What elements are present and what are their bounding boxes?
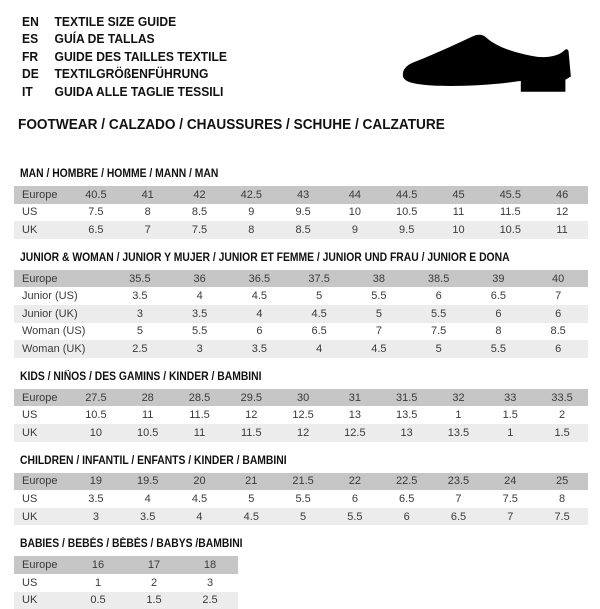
size-cell: 5 [316, 290, 323, 303]
table-row [14, 323, 588, 341]
size-cell: 5 [435, 342, 442, 355]
size-cell: 10.5 [136, 426, 159, 439]
size-cell: 7 [507, 510, 514, 523]
size-cell: 13 [400, 426, 413, 439]
language-row-en [22, 13, 560, 30]
row-label: US [22, 409, 38, 422]
size-cell: 38 [372, 272, 385, 285]
table-row [14, 186, 588, 204]
size-cell: 22.5 [395, 475, 418, 488]
size-cell: 3 [136, 307, 143, 320]
size-cell: 2.5 [202, 594, 218, 607]
size-cell: 13.5 [395, 409, 418, 422]
size-cell: 11.5 [240, 426, 262, 439]
size-cell: 3.5 [88, 492, 104, 505]
size-cell: 39 [492, 272, 505, 285]
size-cell: 5.5 [371, 290, 387, 303]
size-cell: 44.5 [395, 188, 418, 201]
dress-shoe-icon [398, 33, 574, 95]
size-cell: 4.5 [371, 342, 387, 355]
size-cell: 5.5 [430, 307, 447, 320]
size-cell: 13 [348, 409, 361, 422]
size-cell: 30 [296, 391, 310, 404]
language-text: TEXTILE SIZE GUIDE [54, 14, 177, 29]
size-cell: 12.5 [292, 409, 314, 422]
size-cell: 45.5 [499, 188, 521, 201]
size-cell: 7.5 [88, 206, 104, 219]
size-cell: 0.5 [90, 594, 106, 607]
size-cell: 21 [245, 475, 258, 488]
size-cell: 8.5 [191, 206, 208, 219]
size-cell: 6 [435, 290, 442, 303]
size-cell: 8 [144, 206, 151, 219]
size-cell: 10 [348, 206, 361, 219]
size-cell: 11.5 [499, 206, 521, 219]
size-cell: 43 [296, 188, 310, 201]
size-cell: 28.5 [188, 391, 211, 404]
size-cell: 6.5 [311, 325, 327, 338]
size-table-title: KIDS / NIÑOS / DES GAMINS / KINDER / BAMBINI [20, 370, 262, 383]
size-table-title: MAN / HOMBRE / HOMME / MANN / MAN [20, 168, 219, 181]
size-cell: 8.5 [550, 325, 566, 338]
size-cell: 11.5 [189, 409, 210, 422]
size-cell: 13.5 [447, 426, 470, 439]
size-cell: 6 [351, 492, 358, 505]
size-cell: 4.5 [243, 510, 259, 523]
size-cell: 7.5 [554, 510, 570, 523]
language-text: GUIDA ALLE TAGLIE TESSILI [54, 83, 224, 99]
size-cell: 3 [92, 510, 99, 523]
size-cell: 10.5 [395, 206, 418, 219]
size-cell: 41 [141, 188, 154, 201]
size-table [14, 389, 588, 442]
size-cell: 7.5 [502, 492, 518, 505]
category-heading: FOOTWEAR / CALZADO / CHAUSSURES / SCHUHE / CALZATURE [18, 117, 445, 134]
size-cell: 5.5 [347, 510, 363, 523]
size-cell: 22 [348, 475, 361, 488]
table-row [14, 508, 588, 526]
size-cell: 7 [455, 492, 462, 505]
table-row [14, 389, 588, 407]
size-cell: 32 [452, 391, 465, 404]
size-cell: 42 [193, 188, 206, 201]
size-table-title: CHILDREN / INFANTIL / ENFANTS / KINDER / BAMBINI [20, 454, 287, 467]
size-cell: 4 [144, 492, 151, 505]
size-cell: 20 [193, 475, 206, 488]
row-label: Europe [22, 272, 58, 285]
size-cell: 1 [94, 576, 102, 589]
size-cell: 6.5 [450, 510, 467, 523]
size-cell: 10 [89, 426, 103, 439]
size-table-title: BABIES / BEBÉS / BÉBÉS / BABYS /BAMBINI [20, 538, 243, 551]
size-table-section [14, 168, 600, 239]
size-cell: 24 [504, 475, 517, 488]
size-table-section [14, 252, 600, 358]
size-cell: 4 [316, 342, 323, 355]
size-cell: 1.5 [146, 594, 162, 607]
size-cell: 2.5 [132, 342, 148, 355]
table-row [14, 490, 588, 508]
language-code: DE [22, 66, 39, 82]
row-label: US [22, 206, 38, 219]
row-label: Woman (US) [22, 325, 86, 338]
row-label: UK [22, 510, 38, 523]
table-row [14, 305, 588, 323]
size-cell: 5 [300, 510, 307, 523]
size-cell: 38.5 [427, 272, 450, 285]
size-cell: 5 [248, 492, 255, 505]
size-cell: 1 [455, 409, 462, 422]
size-cell: 8.5 [295, 224, 311, 237]
size-cell: 3.5 [191, 307, 208, 320]
size-cell: 1 [507, 426, 514, 439]
size-cell: 2 [150, 576, 158, 589]
size-cell: 33 [504, 391, 517, 404]
size-cell: 7 [144, 224, 151, 237]
size-cell: 11 [452, 206, 465, 219]
size-cell: 18 [203, 559, 217, 572]
size-cell: 11 [193, 426, 206, 439]
size-cell: 6 [256, 325, 263, 338]
row-label: US [22, 576, 38, 589]
size-cell: 5.5 [490, 342, 507, 355]
size-cell: 4 [256, 307, 263, 320]
table-row [14, 556, 238, 574]
size-cell: 3.5 [140, 510, 156, 523]
size-cell: 6 [495, 307, 502, 320]
size-cell: 5 [375, 307, 382, 320]
size-cell: 1.5 [554, 426, 570, 439]
size-cell: 3.5 [251, 342, 268, 355]
size-cell: 4.5 [251, 290, 268, 303]
size-cell: 5 [136, 325, 143, 338]
size-cell: 12.5 [344, 426, 366, 439]
size-cell: 29.5 [240, 391, 262, 404]
size-table-title: JUNIOR & WOMAN / JUNIOR Y MUJER / JUNIOR ET FEMME / JUNIOR UND FRAU / JUNIOR E DONA [20, 251, 510, 264]
row-label: Europe [22, 391, 58, 404]
size-cell: 9 [248, 206, 255, 219]
table-row [14, 592, 238, 609]
language-code: ES [22, 31, 39, 47]
size-cell: 6.5 [88, 224, 104, 237]
row-label: Europe [22, 559, 58, 572]
size-cell: 16 [91, 559, 105, 572]
size-cell: 8 [248, 224, 255, 237]
size-cell: 23.5 [447, 475, 470, 488]
size-table-section [14, 371, 600, 442]
size-cell: 12 [245, 409, 258, 422]
size-cell: 42.5 [240, 188, 262, 201]
table-row [14, 221, 588, 239]
size-table-section [14, 455, 600, 526]
size-cell: 8 [559, 492, 566, 505]
size-cell: 3 [206, 576, 214, 589]
table-row [14, 270, 588, 288]
size-cell: 4 [196, 510, 203, 523]
size-cell: 11 [556, 224, 568, 237]
size-tables [14, 168, 600, 609]
row-label: UK [22, 224, 38, 237]
table-row [14, 406, 588, 424]
table-row [14, 473, 588, 491]
size-cell: 8 [495, 325, 502, 338]
row-label: Europe [22, 188, 58, 201]
size-cell: 6 [403, 510, 410, 523]
size-cell: 4.5 [191, 492, 208, 505]
size-cell: 27.5 [85, 391, 107, 404]
row-label: Woman (UK) [22, 342, 86, 355]
size-table [14, 556, 238, 609]
size-cell: 31.5 [395, 391, 418, 404]
size-cell: 7.5 [191, 224, 208, 237]
size-cell: 12 [296, 426, 310, 439]
size-cell: 17 [147, 559, 161, 572]
language-text: GUÍA DE TALLAS [54, 31, 155, 47]
size-cell: 36.5 [248, 272, 271, 285]
size-cell: 40 [552, 272, 565, 285]
size-cell: 31 [348, 391, 361, 404]
size-cell: 28 [141, 391, 154, 404]
size-cell: 7.5 [430, 325, 447, 338]
size-cell: 45 [452, 188, 465, 201]
row-label: Europe [22, 475, 58, 488]
table-row [14, 340, 588, 358]
size-cell: 19 [89, 475, 103, 488]
size-table [14, 270, 588, 358]
language-text: TEXTILGRÖßENFÜHRUNG [54, 66, 209, 82]
size-cell: 3 [196, 342, 203, 355]
row-label: Junior (UK) [22, 307, 78, 320]
size-cell: 2 [559, 409, 566, 422]
size-cell: 6 [555, 342, 562, 355]
size-cell: 5.5 [191, 325, 208, 338]
language-code: IT [22, 83, 33, 99]
size-cell: 40.5 [85, 188, 107, 201]
size-cell: 12 [555, 206, 569, 219]
size-cell: 46 [555, 188, 569, 201]
size-cell: 4.5 [311, 307, 327, 320]
size-cell: 10.5 [85, 409, 107, 422]
size-cell: 10 [452, 224, 465, 237]
size-cell: 37.5 [308, 272, 330, 285]
size-cell: 10.5 [499, 224, 521, 237]
size-cell: 6 [555, 307, 562, 320]
size-cell: 36 [193, 272, 206, 285]
size-cell: 7 [375, 325, 382, 338]
size-table [14, 473, 588, 526]
size-cell: 21.5 [292, 475, 314, 488]
table-row [14, 204, 588, 222]
size-cell: 5.5 [295, 492, 311, 505]
size-cell: 7 [555, 290, 562, 303]
row-label: US [22, 492, 38, 505]
language-code: EN [22, 14, 39, 29]
size-cell: 35.5 [129, 272, 151, 285]
table-row [14, 287, 588, 305]
size-cell: 44 [348, 188, 361, 201]
size-cell: 9 [351, 224, 358, 237]
size-cell: 3.5 [132, 290, 148, 303]
size-table-section [14, 538, 600, 609]
size-cell: 6.5 [490, 290, 507, 303]
size-cell: 33.5 [551, 391, 573, 404]
size-table [14, 186, 588, 239]
size-cell: 9.5 [295, 206, 311, 219]
table-row [14, 574, 238, 592]
size-cell: 1.5 [502, 409, 518, 422]
language-code: FR [22, 48, 39, 64]
size-cell: 9.5 [399, 224, 415, 237]
size-cell: 11 [141, 409, 154, 422]
row-label: UK [22, 426, 38, 439]
size-cell: 4 [196, 290, 203, 303]
row-label: Junior (US) [22, 290, 78, 303]
language-text: GUIDE DES TAILLES TEXTILE [54, 48, 227, 64]
size-cell: 19.5 [136, 475, 159, 488]
row-label: UK [22, 594, 38, 607]
table-row [14, 424, 588, 442]
size-cell: 25 [555, 475, 569, 488]
size-cell: 6.5 [399, 492, 415, 505]
